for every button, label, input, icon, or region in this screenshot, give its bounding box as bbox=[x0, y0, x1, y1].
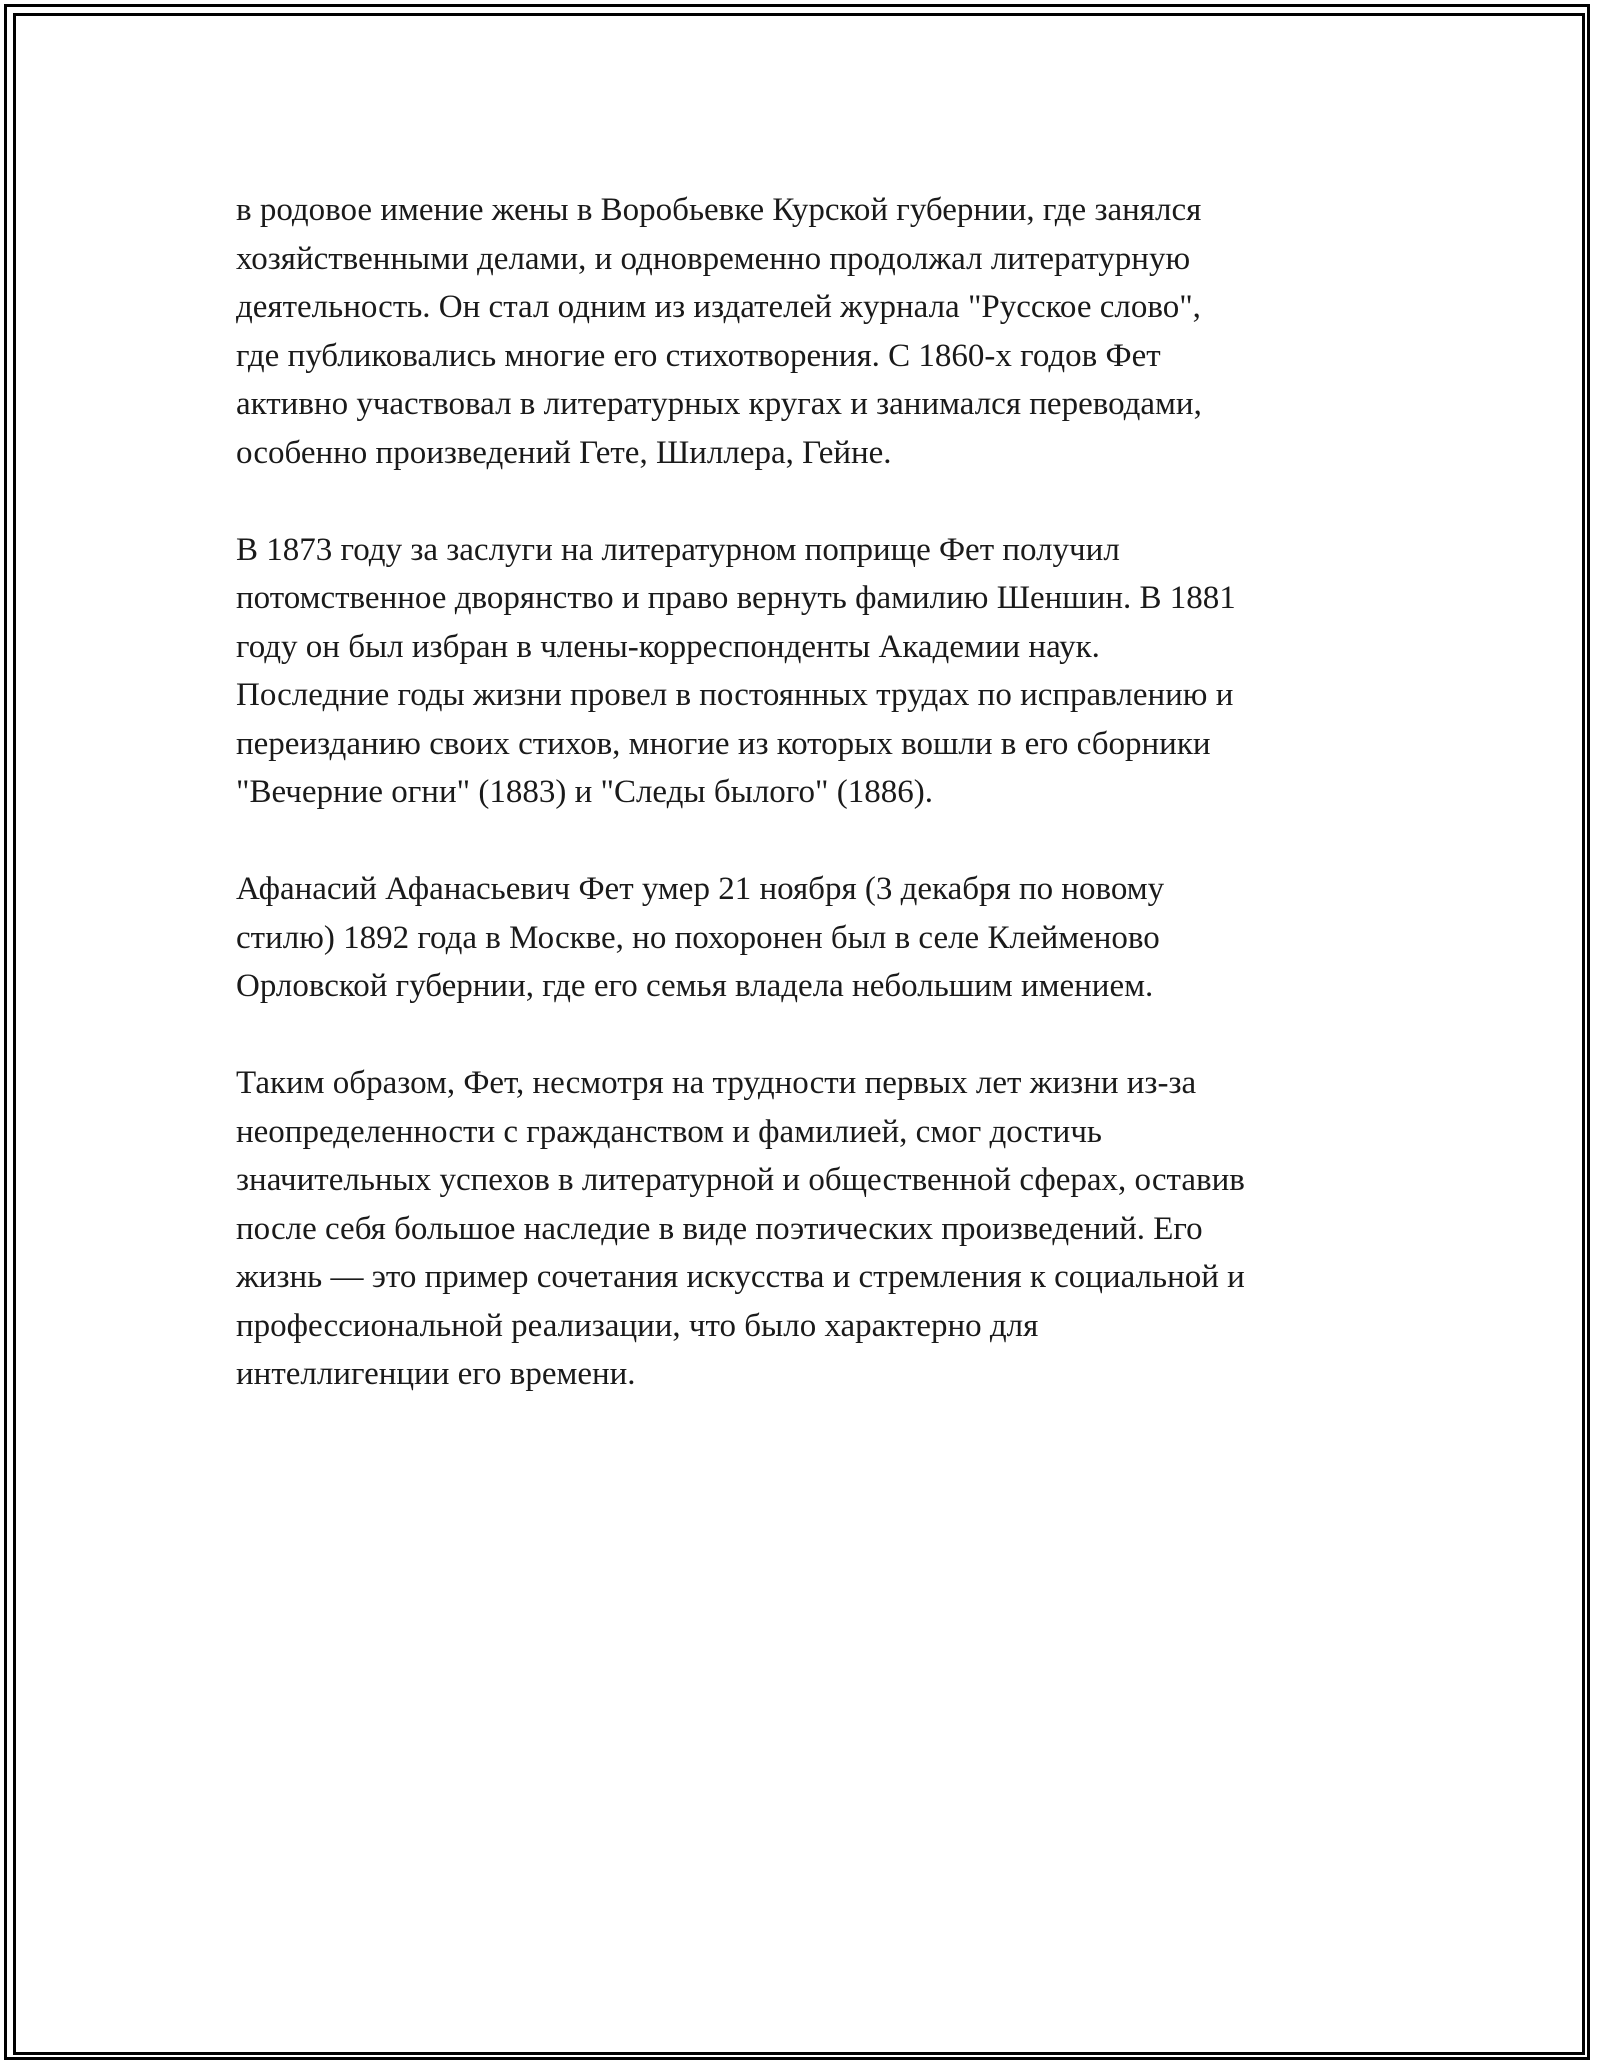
text-line: жизнь — это пример сочетания искусства и стремления к социальной и bbox=[236, 1259, 1245, 1295]
text-line: особенно произведений Гете, Шиллера, Гейне. bbox=[236, 434, 892, 471]
text-line: переизданию своих стихов, многие из которых вошли в его сборники bbox=[236, 725, 1211, 762]
document-body bbox=[236, 186, 1386, 1447]
text-line: Афанасий Афанасьевич Фет умер 21 ноября (3 декабря по новому bbox=[236, 871, 1165, 907]
text-line: Последние годы жизни провел в постоянных трудах по исправлению и bbox=[236, 677, 1234, 713]
text-line: значительных успехов в литературной и общественной сферах, оставив bbox=[236, 1162, 1245, 1198]
text-line: профессиональной реализации, что было характерно для bbox=[236, 1307, 1039, 1344]
text-line: "Вечерние огни" (1883) и "Следы былого" (1886). bbox=[236, 774, 933, 810]
text-line: Таким образом, Фет, несмотря на трудности первых лет жизни из-за bbox=[236, 1065, 1197, 1101]
text-line: активно участвовал в литературных кругах и занимался переводами, bbox=[236, 386, 1202, 422]
text-line: В 1873 году за заслуги на литературном поприще Фет получил bbox=[236, 531, 1120, 568]
text-line: после себя большое наследие в виде поэтических произведений. Его bbox=[236, 1210, 1203, 1247]
text-line: в родовое имение жены в Воробьевке Курской губернии, где занялся bbox=[236, 192, 1202, 228]
text-line: деятельность. Он стал одним из издателей журнала "Русское слово", bbox=[236, 289, 1201, 325]
text-line: Орловской губернии, где его семья владела небольшим имением. bbox=[236, 968, 1154, 1004]
paragraph-1 bbox=[236, 186, 1386, 477]
text-line: хозяйственными делами, и одновременно продолжал литературную bbox=[236, 240, 1191, 277]
text-line: интеллигенции его времени. bbox=[236, 1356, 636, 1392]
text-line: году он был избран в члены-корреспонденты Академии наук. bbox=[236, 628, 1100, 665]
text-line: потомственное дворянство и право вернуть фамилию Шеншин. В 1881 bbox=[236, 580, 1236, 616]
text-line: неопределенности с гражданством и фамилией, смог достичь bbox=[236, 1113, 1102, 1150]
paragraph-4 bbox=[236, 1059, 1386, 1399]
paragraph-2 bbox=[236, 526, 1386, 817]
paragraph-3 bbox=[236, 865, 1386, 1011]
text-line: где публиковались многие его стихотворения. С 1860-х годов Фет bbox=[236, 337, 1161, 374]
text-line: стилю) 1892 года в Москве, но похоронен был в селе Клейменово bbox=[236, 919, 1160, 956]
